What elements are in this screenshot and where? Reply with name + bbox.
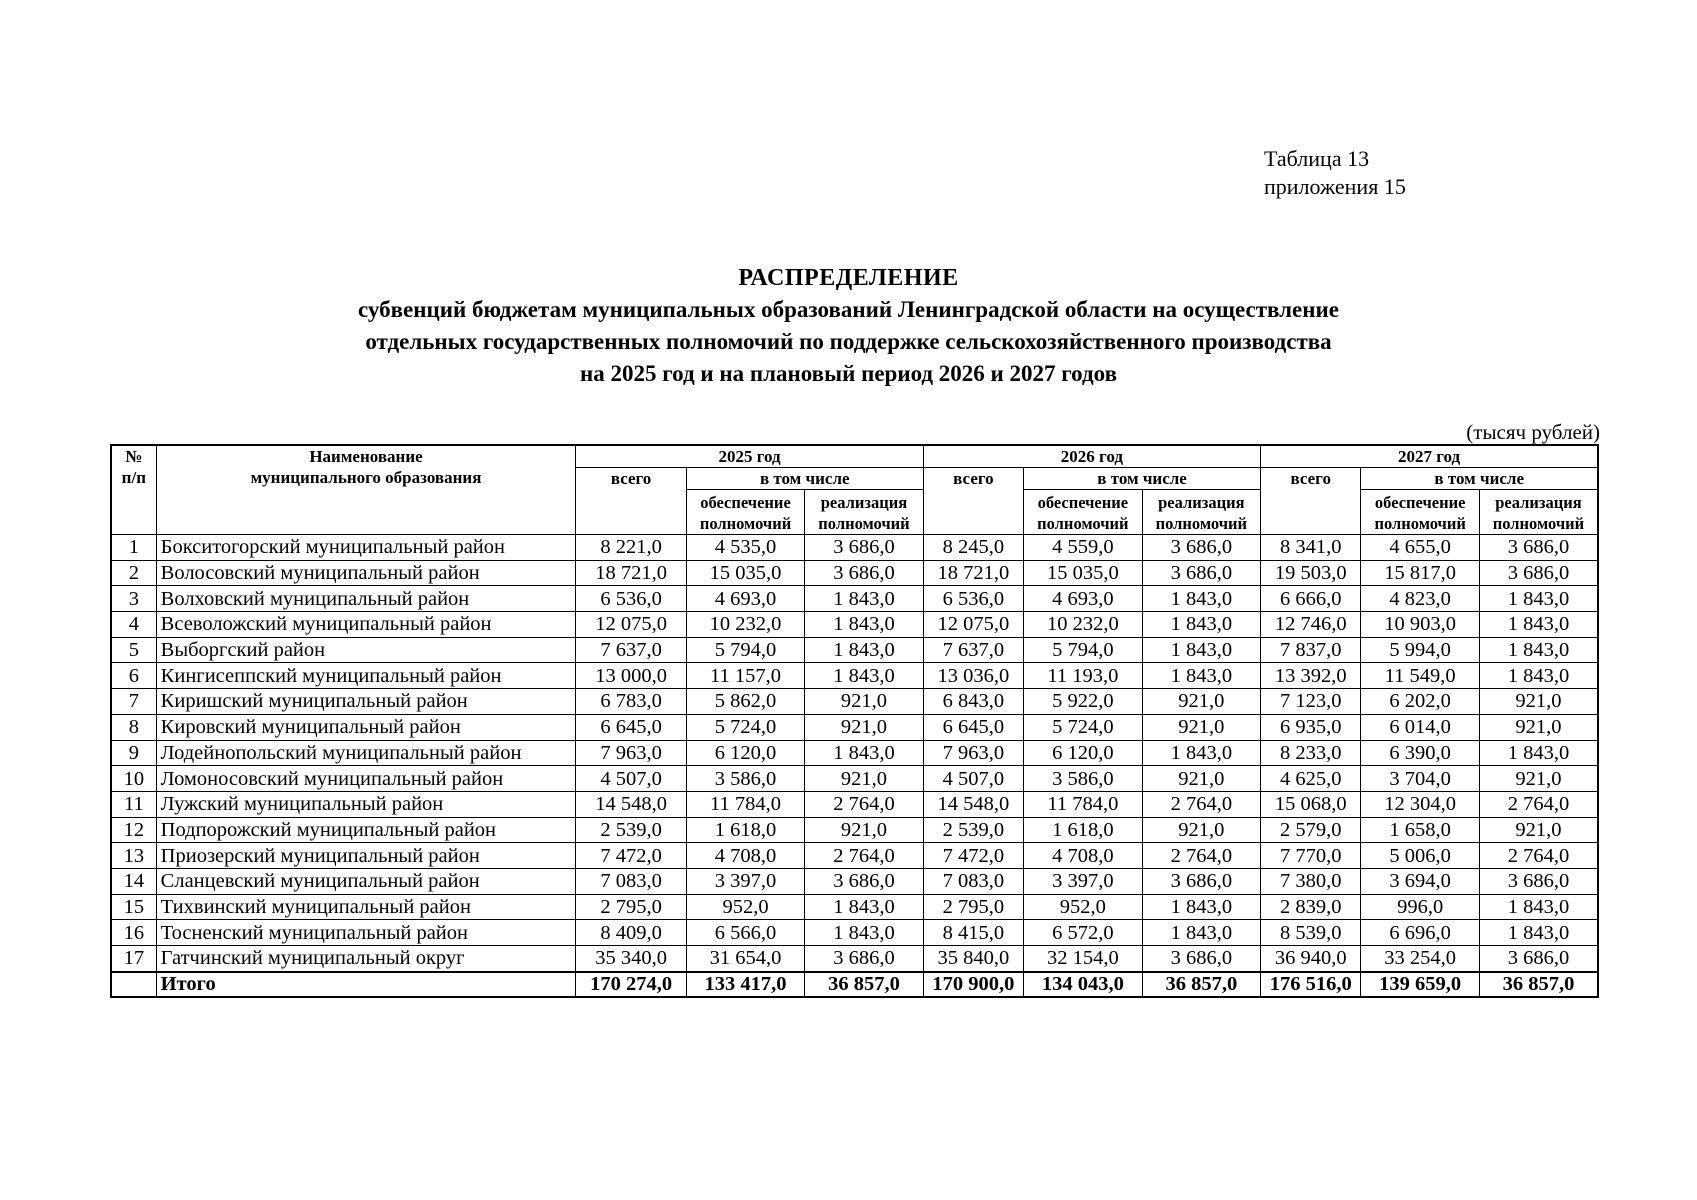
total-2025-provision: 133 417,0 xyxy=(686,972,804,997)
cell-2025-total: 13 000,0 xyxy=(576,663,686,689)
cell-2025-implementation: 921,0 xyxy=(805,714,923,740)
header-implementation-line-2: полномочий xyxy=(1492,514,1585,533)
municipality-name: Волосовский муниципальный район xyxy=(156,560,576,586)
cell-2025-implementation: 921,0 xyxy=(805,766,923,792)
cell-2025-total: 35 340,0 xyxy=(576,946,686,972)
header-implementation-line-1: реализация xyxy=(820,493,908,512)
cell-2025-implementation: 921,0 xyxy=(805,689,923,715)
header-including-2025: в том числе xyxy=(686,468,923,490)
cell-2027-provision: 10 903,0 xyxy=(1361,612,1479,638)
row-number: 15 xyxy=(111,894,156,920)
cell-2026-implementation: 1 843,0 xyxy=(1142,894,1260,920)
cell-2027-provision: 5 994,0 xyxy=(1361,637,1479,663)
cell-2026-provision: 4 559,0 xyxy=(1024,535,1142,561)
header-name xyxy=(156,445,576,535)
cell-2026-provision: 15 035,0 xyxy=(1024,560,1142,586)
municipality-name: Ломоносовский муниципальный район xyxy=(156,766,576,792)
total-number-cell xyxy=(111,972,156,997)
header-year-2026: 2026 год xyxy=(923,445,1260,468)
cell-2025-provision: 15 035,0 xyxy=(686,560,804,586)
document-subtitle-line-1: субвенций бюджетам муниципальных образований Ленинградской области на осуществление xyxy=(358,297,1339,322)
cell-2025-total: 12 075,0 xyxy=(576,612,686,638)
municipality-name: Гатчинский муниципальный округ xyxy=(156,946,576,972)
header-implementation-line-1: реализация xyxy=(1158,493,1245,512)
cell-2027-provision: 4 655,0 xyxy=(1361,535,1479,561)
header-provision-line-2: полномочий xyxy=(699,514,792,533)
cell-2026-implementation: 1 843,0 xyxy=(1142,920,1260,946)
cell-2025-implementation: 1 843,0 xyxy=(805,894,923,920)
cell-2026-total: 35 840,0 xyxy=(923,946,1023,972)
table-header xyxy=(111,445,1598,535)
cell-2027-implementation: 1 843,0 xyxy=(1479,740,1598,766)
header-implementation-line-2: полномочий xyxy=(818,514,910,533)
municipality-name: Выборгский район xyxy=(156,637,576,663)
cell-2026-provision: 952,0 xyxy=(1024,894,1142,920)
cell-2025-implementation: 1 843,0 xyxy=(805,663,923,689)
table-row xyxy=(111,689,1598,715)
cell-2026-total: 2 539,0 xyxy=(923,817,1023,843)
cell-2027-implementation: 921,0 xyxy=(1479,766,1598,792)
municipality-name: Подпорожский муниципальный район xyxy=(156,817,576,843)
cell-2026-total: 2 795,0 xyxy=(923,894,1023,920)
municipality-name: Кингисеппский муниципальный район xyxy=(156,663,576,689)
cell-2025-provision: 31 654,0 xyxy=(686,946,804,972)
total-2027-provision: 139 659,0 xyxy=(1361,972,1479,997)
cell-2027-implementation: 1 843,0 xyxy=(1479,894,1598,920)
table-reference xyxy=(1264,145,1406,201)
municipality-name: Тосненский муниципальный район xyxy=(156,920,576,946)
cell-2027-total: 15 068,0 xyxy=(1261,791,1361,817)
cell-2027-provision: 3 704,0 xyxy=(1361,766,1479,792)
cell-2025-implementation: 3 686,0 xyxy=(805,868,923,894)
header-number-line-1: № xyxy=(125,447,143,466)
header-including-2026: в том числе xyxy=(1024,468,1261,490)
cell-2025-implementation: 921,0 xyxy=(805,817,923,843)
municipality-name: Сланцевский муниципальный район xyxy=(156,868,576,894)
row-number: 13 xyxy=(111,843,156,869)
cell-2027-total: 8 539,0 xyxy=(1261,920,1361,946)
row-number: 3 xyxy=(111,586,156,612)
cell-2025-implementation: 2 764,0 xyxy=(805,843,923,869)
cell-2025-implementation: 1 843,0 xyxy=(805,586,923,612)
header-provision-2027 xyxy=(1361,490,1479,535)
cell-2027-total: 2 579,0 xyxy=(1261,817,1361,843)
cell-2027-total: 36 940,0 xyxy=(1261,946,1361,972)
cell-2025-implementation: 1 843,0 xyxy=(805,920,923,946)
cell-2026-provision: 11 193,0 xyxy=(1024,663,1142,689)
cell-2026-provision: 5 724,0 xyxy=(1024,714,1142,740)
row-number: 11 xyxy=(111,791,156,817)
cell-2025-provision: 5 862,0 xyxy=(686,689,804,715)
cell-2026-implementation: 3 686,0 xyxy=(1142,946,1260,972)
cell-2027-provision: 6 696,0 xyxy=(1361,920,1479,946)
subvention-table xyxy=(110,444,1599,998)
table-row xyxy=(111,663,1598,689)
table-row xyxy=(111,714,1598,740)
cell-2026-implementation: 3 686,0 xyxy=(1142,535,1260,561)
total-2026-provision: 134 043,0 xyxy=(1024,972,1142,997)
cell-2027-implementation: 3 686,0 xyxy=(1479,868,1598,894)
header-implementation-line-1: реализация xyxy=(1495,493,1582,512)
cell-2027-implementation: 3 686,0 xyxy=(1479,946,1598,972)
header-year-2025: 2025 год xyxy=(576,445,923,468)
cell-2025-total: 8 221,0 xyxy=(576,535,686,561)
cell-2025-provision: 6 566,0 xyxy=(686,920,804,946)
municipality-name: Лужский муниципальный район xyxy=(156,791,576,817)
row-number: 10 xyxy=(111,766,156,792)
cell-2025-provision: 4 708,0 xyxy=(686,843,804,869)
row-number: 14 xyxy=(111,868,156,894)
municipality-name: Киришский муниципальный район xyxy=(156,689,576,715)
cell-2027-implementation: 1 843,0 xyxy=(1479,586,1598,612)
cell-2027-total: 19 503,0 xyxy=(1261,560,1361,586)
total-row xyxy=(111,972,1598,997)
cell-2025-provision: 4 693,0 xyxy=(686,586,804,612)
cell-2027-total: 7 380,0 xyxy=(1261,868,1361,894)
cell-2025-provision: 11 784,0 xyxy=(686,791,804,817)
row-number: 2 xyxy=(111,560,156,586)
cell-2025-total: 2 539,0 xyxy=(576,817,686,843)
table-row xyxy=(111,843,1598,869)
table-row xyxy=(111,637,1598,663)
document-heading xyxy=(0,262,1697,390)
header-number-line-2: п/п xyxy=(121,468,146,487)
cell-2027-total: 7 837,0 xyxy=(1261,637,1361,663)
row-number: 16 xyxy=(111,920,156,946)
cell-2025-total: 8 409,0 xyxy=(576,920,686,946)
cell-2026-provision: 32 154,0 xyxy=(1024,946,1142,972)
table-row xyxy=(111,766,1598,792)
header-including-2027: в том числе xyxy=(1361,468,1598,490)
cell-2026-total: 8 415,0 xyxy=(923,920,1023,946)
header-provision-line-1: обеспечение xyxy=(1037,493,1129,512)
cell-2025-implementation: 1 843,0 xyxy=(805,740,923,766)
cell-2025-implementation: 3 686,0 xyxy=(805,560,923,586)
reference-appendix: приложения 15 xyxy=(1264,174,1406,199)
cell-2025-total: 4 507,0 xyxy=(576,766,686,792)
header-provision-2025 xyxy=(686,490,804,535)
cell-2025-implementation: 3 686,0 xyxy=(805,946,923,972)
municipality-name: Приозерский муниципальный район xyxy=(156,843,576,869)
cell-2027-total: 6 935,0 xyxy=(1261,714,1361,740)
cell-2027-total: 2 839,0 xyxy=(1261,894,1361,920)
cell-2025-total: 2 795,0 xyxy=(576,894,686,920)
cell-2026-total: 7 472,0 xyxy=(923,843,1023,869)
header-implementation-2026 xyxy=(1142,490,1260,535)
cell-2026-total: 6 536,0 xyxy=(923,586,1023,612)
cell-2026-implementation: 921,0 xyxy=(1142,689,1260,715)
cell-2026-provision: 11 784,0 xyxy=(1024,791,1142,817)
cell-2025-total: 6 536,0 xyxy=(576,586,686,612)
cell-2026-implementation: 1 843,0 xyxy=(1142,663,1260,689)
cell-2027-provision: 6 390,0 xyxy=(1361,740,1479,766)
cell-2025-provision: 10 232,0 xyxy=(686,612,804,638)
cell-2025-total: 7 472,0 xyxy=(576,843,686,869)
cell-2026-total: 6 843,0 xyxy=(923,689,1023,715)
cell-2026-implementation: 2 764,0 xyxy=(1142,843,1260,869)
cell-2026-implementation: 1 843,0 xyxy=(1142,586,1260,612)
total-2026-implementation: 36 857,0 xyxy=(1142,972,1260,997)
header-provision-line-2: полномочий xyxy=(1374,514,1466,533)
cell-2026-provision: 5 794,0 xyxy=(1024,637,1142,663)
cell-2025-total: 18 721,0 xyxy=(576,560,686,586)
header-implementation-2027 xyxy=(1479,490,1598,535)
total-2027-implementation: 36 857,0 xyxy=(1479,972,1598,997)
units-label: (тысяч рублей) xyxy=(1466,420,1600,444)
cell-2027-implementation: 1 843,0 xyxy=(1479,612,1598,638)
row-number: 1 xyxy=(111,535,156,561)
document-subtitle-line-3: на 2025 год и на плановый период 2026 и 2027 годов xyxy=(580,361,1117,386)
municipality-name: Лодейнопольский муниципальный район xyxy=(156,740,576,766)
cell-2026-total: 7 083,0 xyxy=(923,868,1023,894)
header-total-2027: всего xyxy=(1261,468,1361,535)
cell-2026-implementation: 921,0 xyxy=(1142,817,1260,843)
cell-2025-total: 7 637,0 xyxy=(576,637,686,663)
cell-2025-provision: 3 397,0 xyxy=(686,868,804,894)
cell-2027-implementation: 2 764,0 xyxy=(1479,843,1598,869)
table-row xyxy=(111,560,1598,586)
document-subtitle-line-2: отдельных государственных полномочий по поддержке сельскохозяйственного производства xyxy=(365,329,1332,354)
total-2026-total: 170 900,0 xyxy=(923,972,1023,997)
cell-2027-provision: 33 254,0 xyxy=(1361,946,1479,972)
header-implementation-2025 xyxy=(805,490,923,535)
header-provision-line-2: полномочий xyxy=(1037,514,1129,533)
cell-2027-implementation: 1 843,0 xyxy=(1479,637,1598,663)
cell-2027-implementation: 1 843,0 xyxy=(1479,663,1598,689)
cell-2027-implementation: 1 843,0 xyxy=(1479,920,1598,946)
header-provision-2026 xyxy=(1024,490,1142,535)
cell-2027-provision: 1 658,0 xyxy=(1361,817,1479,843)
cell-2025-implementation: 3 686,0 xyxy=(805,535,923,561)
cell-2027-provision: 12 304,0 xyxy=(1361,791,1479,817)
header-provision-line-1: обеспечение xyxy=(700,493,791,512)
cell-2027-total: 12 746,0 xyxy=(1261,612,1361,638)
cell-2027-provision: 5 006,0 xyxy=(1361,843,1479,869)
cell-2027-provision: 4 823,0 xyxy=(1361,586,1479,612)
cell-2026-implementation: 1 843,0 xyxy=(1142,740,1260,766)
municipality-name: Тихвинский муниципальный район xyxy=(156,894,576,920)
municipality-name: Всеволожский муниципальный район xyxy=(156,612,576,638)
header-number xyxy=(111,445,156,535)
cell-2026-provision: 10 232,0 xyxy=(1024,612,1142,638)
header-name-line-1: Наименование xyxy=(309,447,423,466)
cell-2027-implementation: 3 686,0 xyxy=(1479,535,1598,561)
header-implementation-line-2: полномочий xyxy=(1155,514,1248,533)
table-row xyxy=(111,894,1598,920)
cell-2025-provision: 952,0 xyxy=(686,894,804,920)
cell-2027-implementation: 2 764,0 xyxy=(1479,791,1598,817)
cell-2026-provision: 5 922,0 xyxy=(1024,689,1142,715)
cell-2026-implementation: 3 686,0 xyxy=(1142,560,1260,586)
cell-2026-total: 7 963,0 xyxy=(923,740,1023,766)
cell-2025-total: 6 645,0 xyxy=(576,714,686,740)
cell-2026-provision: 3 586,0 xyxy=(1024,766,1142,792)
row-number: 7 xyxy=(111,689,156,715)
total-2027-total: 176 516,0 xyxy=(1261,972,1361,997)
cell-2025-provision: 5 724,0 xyxy=(686,714,804,740)
row-number: 12 xyxy=(111,817,156,843)
cell-2027-provision: 15 817,0 xyxy=(1361,560,1479,586)
cell-2026-provision: 4 693,0 xyxy=(1024,586,1142,612)
header-provision-line-1: обеспечение xyxy=(1374,493,1466,512)
table-row xyxy=(111,791,1598,817)
cell-2026-provision: 1 618,0 xyxy=(1024,817,1142,843)
cell-2026-provision: 4 708,0 xyxy=(1024,843,1142,869)
cell-2025-implementation: 1 843,0 xyxy=(805,637,923,663)
cell-2025-total: 7 963,0 xyxy=(576,740,686,766)
cell-2027-total: 8 233,0 xyxy=(1261,740,1361,766)
cell-2027-total: 4 625,0 xyxy=(1261,766,1361,792)
cell-2026-implementation: 2 764,0 xyxy=(1142,791,1260,817)
table-row xyxy=(111,946,1598,972)
row-number: 6 xyxy=(111,663,156,689)
cell-2027-provision: 6 202,0 xyxy=(1361,689,1479,715)
table-row xyxy=(111,612,1598,638)
municipality-name: Волховский муниципальный район xyxy=(156,586,576,612)
municipality-name: Кировский муниципальный район xyxy=(156,714,576,740)
cell-2025-implementation: 2 764,0 xyxy=(805,791,923,817)
cell-2026-provision: 6 572,0 xyxy=(1024,920,1142,946)
cell-2026-total: 18 721,0 xyxy=(923,560,1023,586)
header-total-2025: всего xyxy=(576,468,686,535)
row-number: 8 xyxy=(111,714,156,740)
cell-2027-total: 8 341,0 xyxy=(1261,535,1361,561)
row-number: 4 xyxy=(111,612,156,638)
header-total-2026: всего xyxy=(923,468,1023,535)
table-body xyxy=(111,535,1598,972)
cell-2027-provision: 996,0 xyxy=(1361,894,1479,920)
table-footer xyxy=(111,972,1598,997)
cell-2027-implementation: 3 686,0 xyxy=(1479,560,1598,586)
document-title: РАСПРЕДЕЛЕНИЕ xyxy=(738,265,959,291)
cell-2027-implementation: 921,0 xyxy=(1479,817,1598,843)
total-2025-total: 170 274,0 xyxy=(576,972,686,997)
cell-2026-total: 13 036,0 xyxy=(923,663,1023,689)
municipality-name: Бокситогорский муниципальный район xyxy=(156,535,576,561)
cell-2026-implementation: 1 843,0 xyxy=(1142,637,1260,663)
cell-2027-total: 7 770,0 xyxy=(1261,843,1361,869)
cell-2026-total: 4 507,0 xyxy=(923,766,1023,792)
cell-2026-total: 14 548,0 xyxy=(923,791,1023,817)
cell-2025-provision: 6 120,0 xyxy=(686,740,804,766)
cell-2027-total: 7 123,0 xyxy=(1261,689,1361,715)
table-row xyxy=(111,817,1598,843)
cell-2025-provision: 1 618,0 xyxy=(686,817,804,843)
header-name-line-2: муниципального образования xyxy=(250,468,482,487)
cell-2027-provision: 3 694,0 xyxy=(1361,868,1479,894)
cell-2027-total: 13 392,0 xyxy=(1261,663,1361,689)
cell-2025-provision: 3 586,0 xyxy=(686,766,804,792)
cell-2026-implementation: 3 686,0 xyxy=(1142,868,1260,894)
table-row xyxy=(111,920,1598,946)
cell-2025-total: 6 783,0 xyxy=(576,689,686,715)
cell-2026-total: 7 637,0 xyxy=(923,637,1023,663)
cell-2027-implementation: 921,0 xyxy=(1479,689,1598,715)
row-number: 5 xyxy=(111,637,156,663)
cell-2025-total: 7 083,0 xyxy=(576,868,686,894)
header-year-2027: 2027 год xyxy=(1261,445,1598,468)
cell-2025-provision: 4 535,0 xyxy=(686,535,804,561)
cell-2026-provision: 6 120,0 xyxy=(1024,740,1142,766)
cell-2026-total: 12 075,0 xyxy=(923,612,1023,638)
row-number: 17 xyxy=(111,946,156,972)
row-number: 9 xyxy=(111,740,156,766)
cell-2027-implementation: 921,0 xyxy=(1479,714,1598,740)
cell-2026-provision: 3 397,0 xyxy=(1024,868,1142,894)
cell-2026-implementation: 1 843,0 xyxy=(1142,612,1260,638)
cell-2026-implementation: 921,0 xyxy=(1142,766,1260,792)
table-row xyxy=(111,868,1598,894)
total-label: Итого xyxy=(156,972,576,997)
cell-2025-provision: 5 794,0 xyxy=(686,637,804,663)
cell-2025-provision: 11 157,0 xyxy=(686,663,804,689)
cell-2027-provision: 6 014,0 xyxy=(1361,714,1479,740)
cell-2026-total: 6 645,0 xyxy=(923,714,1023,740)
cell-2025-implementation: 1 843,0 xyxy=(805,612,923,638)
table-row xyxy=(111,586,1598,612)
table-row xyxy=(111,740,1598,766)
cell-2025-total: 14 548,0 xyxy=(576,791,686,817)
reference-table-number: Таблица 13 xyxy=(1264,146,1370,171)
table-row xyxy=(111,535,1598,561)
cell-2026-total: 8 245,0 xyxy=(923,535,1023,561)
cell-2027-provision: 11 549,0 xyxy=(1361,663,1479,689)
total-2025-implementation: 36 857,0 xyxy=(805,972,923,997)
cell-2026-implementation: 921,0 xyxy=(1142,714,1260,740)
cell-2027-total: 6 666,0 xyxy=(1261,586,1361,612)
